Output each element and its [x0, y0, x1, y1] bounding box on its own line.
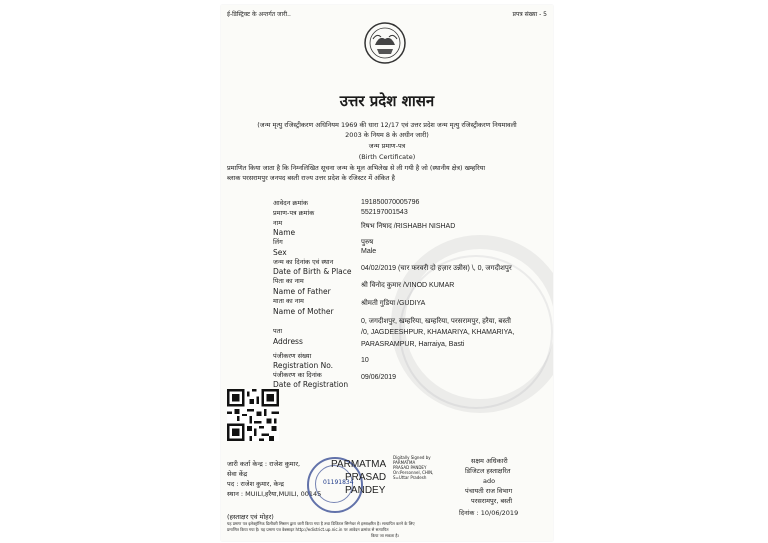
signature-name-line-3: PANDEY — [345, 485, 386, 496]
authority-line-3: ado — [483, 477, 496, 485]
field-value-sex: Male — [361, 248, 377, 255]
field-label-regdate-en: Date of Registration — [273, 380, 349, 389]
field-value-certificate-no: 552197001543 — [361, 209, 408, 216]
field-value-address-line-3: PARASRAMPUR, Harraiya, Basti — [361, 341, 465, 348]
field-value-mother: श्रीमती गुडिया /GUDIYA — [361, 300, 426, 307]
field-label-address-en: Address — [273, 337, 303, 346]
field-label-application-no: आवेदन क्रमांक — [273, 199, 308, 207]
field-label-regno-en: Registration No. — [273, 361, 334, 370]
stamp-number: 01191834 — [323, 479, 354, 486]
field-value-application-no: 191850070005796 — [361, 199, 420, 206]
seal-label: (हस्ताक्षर एवं मोहर) — [227, 513, 274, 521]
field-label-certificate-no: प्रमाण-पत्र क्रमांक — [273, 209, 315, 217]
field-label-sex-en: Sex — [273, 248, 287, 257]
act-line-2: 2003 के नियम 8 के अधीन जारी) — [345, 131, 429, 139]
authority-line-4: पंचायती राज विभाग — [465, 487, 513, 495]
edistrict-note: ई-डिस्ट्रिक्ट के अन्तर्गत जारी.. — [227, 11, 291, 18]
authority-date: दिनांक : 10/06/2019 — [459, 509, 519, 517]
digital-sign-note-1: Digitally Signed by — [393, 455, 431, 460]
field-value-dob: 04/02/2019 (चार फरवरी दो हज़ार उन्नीस) \, 0, जगदीशपुर — [361, 265, 512, 272]
form-number: प्रपत्र संख्या - 5 — [512, 11, 547, 18]
government-title: उत्तर प्रदेश शासन — [339, 92, 435, 110]
act-line-1: (जन्म मृत्यु रजिस्ट्रीकरण अधिनियम 1969 की धारा 12/17 एवं उत्तर प्रदेश जन्म मृत्यु रजिस्ट्रीकरण नियमावली — [257, 121, 517, 129]
issuer-line-4: स्थान : MUILI,हरैया,MUILI, 00145 — [227, 490, 322, 498]
signature-name-line-1: PARMATMA — [331, 459, 387, 470]
field-label-mother-hi: माता का नाम — [273, 297, 304, 305]
footer-line-1: यह प्रमाण पत्र इलेक्ट्रॉनिक डिलीवरी सिस्टम द्वारा जारी किया गया है तथा डिजिटल सिग्नेचर से हस्ताक्षरित है। सत्यापित करने के लिए — [227, 521, 415, 526]
field-label-dob-hi: जन्म का दिनांक एवं स्थान — [273, 258, 334, 266]
signature-name-line-2: PRASAD — [345, 472, 387, 483]
field-value-father: श्री विनोद कुमार /VINOD KUMAR — [361, 282, 455, 289]
up-government-emblem-icon — [361, 21, 409, 65]
field-value-regno: 10 — [361, 357, 369, 364]
field-label-sex-hi: लिंग — [273, 238, 283, 246]
digital-sign-note-3: PRASAD PANDEY — [393, 465, 427, 470]
issuer-line-1: जारी कर्ता केन्द्र : राजेश कुमार, — [227, 460, 301, 468]
digital-sign-note-4: On:Personnel, CHIN, — [393, 470, 434, 475]
digital-sign-note-2: PARMATMA — [393, 460, 416, 465]
field-value-name: रिषभ निषाद /RISHABH NISHAD — [361, 223, 456, 230]
certificate-title-english: (Birth Certificate) — [358, 153, 416, 161]
field-value-address-line-1: 0, जगदीशपुर, खम्हरिया, खम्हरिया, परसरामपुर, हरैया, बस्ती — [361, 318, 511, 325]
field-label-father-hi: पिता का नाम — [273, 277, 304, 285]
footer-line-2: प्रमाणित किया गया है। यह प्रमाण पत्र वेबसाइट http://edistrict.up.nic.in पर आवेदन क्रमांक से सत्यापित — [227, 527, 389, 532]
authority-line-5: परसरामपुर, बस्ती — [471, 497, 513, 505]
field-label-name-en: Name — [273, 228, 296, 237]
digital-sign-note-5: S=Uttar Pradesh — [393, 475, 427, 480]
field-label-father-en: Name of Father — [273, 287, 331, 296]
authority-line-2: डिजिटल हस्ताक्षरित — [465, 467, 511, 475]
issuer-line-2: सेवा केंद्र — [227, 470, 248, 478]
field-label-address-hi: पता — [273, 327, 283, 335]
field-value-regdate: 09/06/2019 — [361, 374, 397, 381]
qr-code-icon[interactable] — [227, 389, 279, 441]
certificate-page — [221, 5, 553, 541]
footer-line-3: किया जा सकता है। — [371, 533, 400, 538]
field-value-address-line-2: /0, JAGDEESHPUR, KHAMARIYA, KHAMARIYA, — [361, 329, 515, 336]
field-label-mother-en: Name of Mother — [273, 307, 334, 316]
certification-line-1: प्रमाणित किया जाता है कि निम्नलिखित सूचना जन्म के मूल अभिलेख से ली गयी है जो (स्थानीय क्षेत्र) खम्हरिया — [227, 164, 486, 172]
field-label-regdate-hi: पंजीकरण का दिनांक — [273, 371, 322, 379]
field-label-regno-hi: पंजीकरण संख्या — [273, 352, 312, 360]
field-value-sex-hi: पुरुष — [361, 239, 374, 246]
issuer-line-3: पद : राजेश कुमार, केन्द्र — [227, 480, 284, 488]
certificate-title-hindi: जन्म प्रमाण-पत्र — [368, 142, 406, 150]
certification-line-2: ब्लाक परसरामपुर जनपद बस्ती राज्य उत्तर प्रदेश के रजिस्टर में अंकित है — [227, 174, 396, 182]
authority-line-1: सक्षम अधिकारी — [471, 457, 508, 465]
field-label-name-hi: नाम — [273, 219, 283, 227]
field-label-dob-en: Date of Birth & Place — [273, 267, 352, 276]
